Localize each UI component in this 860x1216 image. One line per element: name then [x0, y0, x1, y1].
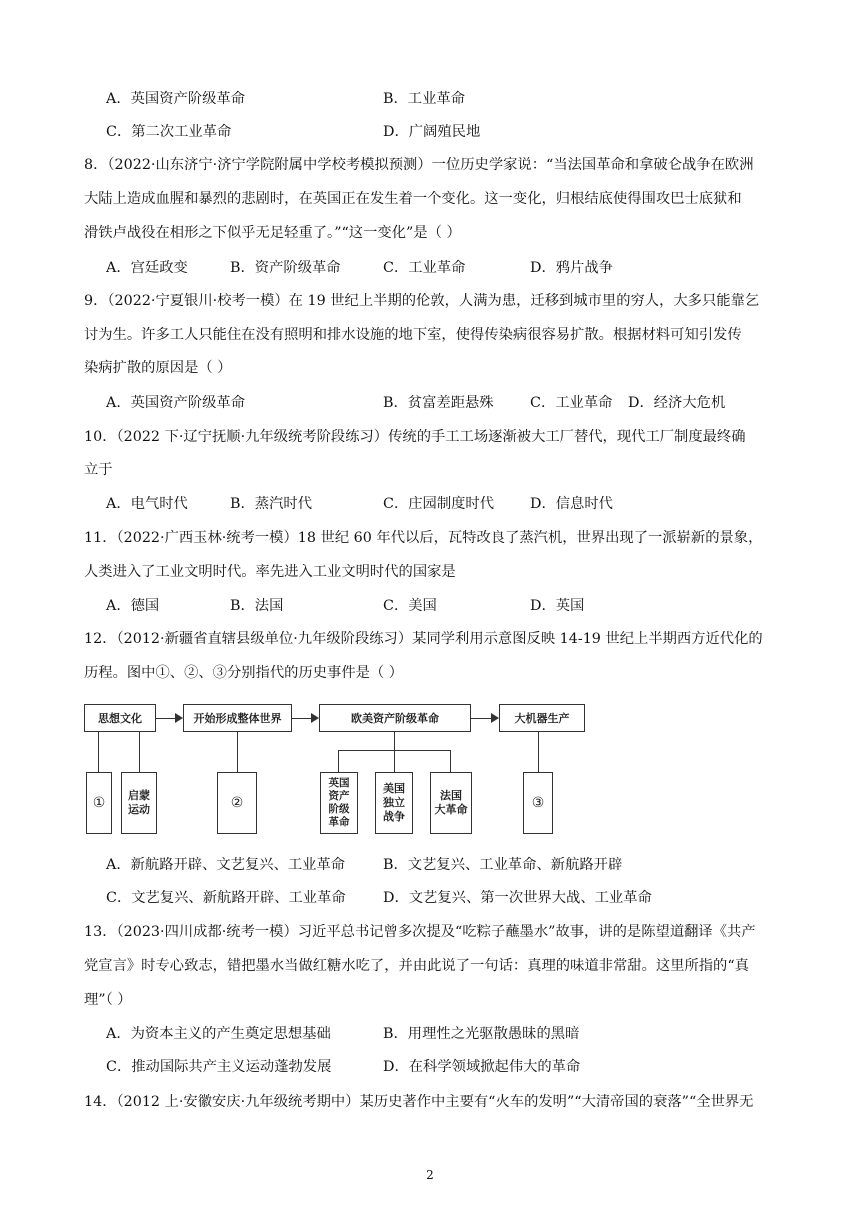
- q10-option-a: A．电气时代: [106, 496, 188, 512]
- q9-line-3: 染病扩散的原因是（ ）: [84, 360, 232, 376]
- q13-option-b: B．用理性之光驱散愚昧的黑暗: [383, 1026, 580, 1042]
- page-number: 2: [426, 1168, 434, 1182]
- q11-option-a: A．德国: [106, 598, 160, 614]
- diagram-arrow-head-2: [311, 713, 319, 723]
- q10-line-2: 立于: [84, 462, 113, 478]
- diagram-box-bourgeois-revolutions: 欧美资产阶级革命: [319, 704, 471, 732]
- q7-option-a: A．英国资产阶级革命: [106, 91, 245, 107]
- diagram-arrow-head-3: [491, 713, 499, 723]
- q8-option-a: A．宫廷政变: [106, 260, 188, 276]
- q7-option-d: D．广阔殖民地: [383, 124, 481, 140]
- q8-line-2: 大陆上造成血腥和暴烈的悲剧时，在英国正在发生着一个变化。这一变化，归根结底使得围攻巴士底狱和: [84, 191, 742, 207]
- q9-option-c: C．工业革命: [530, 395, 613, 411]
- q13-option-a: A．为资本主义的产生奠定思想基础: [106, 1026, 331, 1042]
- q13-option-d: D．在科学领域掀起伟大的革命: [383, 1059, 581, 1075]
- q10-option-c: C．庄园制度时代: [383, 496, 495, 512]
- q8-option-d: D．鸦片战争: [530, 260, 613, 276]
- q7-option-b: B．工业革命: [383, 91, 465, 107]
- q12-line-2: 历程。图中①、②、③分别指代的历史事件是（ ）: [84, 665, 404, 681]
- q12-option-c: C．文艺复兴、新航路开辟、工业革命: [106, 890, 346, 906]
- q9-line-1: 9．（2022·宁夏银川·校考一模）在 19 世纪上半期的伦敦，人满为患，迁移到城市里的穷人，大多只能靠乞: [84, 293, 760, 309]
- q11-line-1: 11．（2022·广西玉林·统考一模）18 世纪 60 年代以后，瓦特改良了蒸汽机，世界出现了一派崭新的景象，: [84, 530, 763, 546]
- q12-option-a: A．新航路开辟、文艺复兴、工业革命: [106, 857, 346, 873]
- diagram-arrow-line-2: [292, 718, 311, 719]
- q8-option-b: B．资产阶级革命: [230, 260, 341, 276]
- q12-option-d: D．文艺复兴、第一次世界大战、工业革命: [383, 890, 652, 906]
- q9-option-d: D．经济大危机: [628, 395, 726, 411]
- diagram-arrow-line-1: [156, 718, 175, 719]
- diagram-box-french-revolution: 法国 大革命: [430, 772, 472, 834]
- q8-option-c: C．工业革命: [383, 260, 466, 276]
- q12-option-b: B．文艺复兴、工业革命、新航路开辟: [383, 857, 623, 873]
- diagram-box-english-revolution: 英国 资产 阶级 革命: [320, 772, 358, 834]
- q10-option-d: D．信息时代: [530, 496, 613, 512]
- diagram-connector: [237, 732, 238, 772]
- diagram-box-world-integration: 开始形成整体世界: [183, 704, 292, 732]
- diagram-connector: [139, 732, 140, 772]
- q8-line-3: 滑铁卢战役在相形之下似乎无足轻重了。”“这一变化”是（ ）: [84, 225, 461, 241]
- q11-option-b: B．法国: [230, 598, 284, 614]
- diagram-connector: [394, 732, 395, 750]
- diagram-connector: [394, 750, 395, 772]
- q13-line-2: 党宣言》时专心致志，错把墨水当做红糖水吃了，并由此说了一句话：真理的味道非常甜。这里所指的“真: [84, 958, 749, 974]
- diagram-arrow-head-1: [175, 713, 183, 723]
- q11-line-2: 人类进入了工业文明时代。率先进入工业文明时代的国家是: [84, 564, 456, 580]
- diagram-arrow-line-3: [471, 718, 491, 719]
- diagram-box-thought-culture: 思想文化: [84, 704, 156, 732]
- diagram-connector: [538, 732, 539, 772]
- diagram-connector: [338, 750, 339, 772]
- diagram-box-enlightenment: 启蒙 运动: [121, 772, 157, 834]
- q13-line-3: 理”（ ）: [84, 992, 132, 1008]
- q10-option-b: B．蒸汽时代: [230, 496, 312, 512]
- diagram-box-machine-production: 大机器生产: [499, 704, 585, 732]
- q11-option-d: D．英国: [530, 598, 585, 614]
- q13-option-c: C．推动国际共产主义运动蓬勃发展: [106, 1059, 332, 1075]
- q11-option-c: C．美国: [383, 598, 437, 614]
- q9-option-a: A．英国资产阶级革命: [106, 395, 245, 411]
- diagram-blank-3: ③: [523, 772, 553, 834]
- diagram-blank-1: ①: [86, 772, 112, 834]
- q9-option-b: B．贫富差距悬殊: [383, 395, 494, 411]
- q14-line-1: 14．（2012 上·安徽安庆·九年级统考期中）某历史著作中主要有“火车的发明”“大清帝国的衰落”“全世界无: [84, 1094, 754, 1110]
- diagram-connector: [98, 732, 99, 772]
- q12-line-1: 12．（2012·新疆省直辖县级单位·九年级阶段练习）某同学利用示意图反映 14-19 世纪上半期西方近代化的: [84, 631, 763, 647]
- q7-option-c: C．第二次工业革命: [106, 124, 232, 140]
- diagram-connector: [450, 750, 451, 772]
- q9-line-2: 讨为生。许多工人只能住在没有照明和排水设施的地下室，使得传染病很容易扩散。根据材料可知引发传: [84, 327, 742, 343]
- q13-line-1: 13．（2023·四川成都·统考一模）习近平总书记曾多次提及“吃粽子蘸墨水”故事，讲的是陈望道翻译《共产: [84, 924, 756, 940]
- diagram-blank-2: ②: [217, 772, 257, 834]
- diagram-box-american-independence: 美国 独立 战争: [375, 772, 413, 834]
- q8-line-1: 8．（2022·山东济宁·济宁学院附属中学校考模拟预测）一位历史学家说：“当法国革命和拿破仑战争在欧洲: [84, 157, 754, 173]
- q10-line-1: 10．（2022 下·辽宁抚顺·九年级统考阶段练习）传统的手工工场逐渐被大工厂替代，现代工厂制度最终确: [84, 429, 746, 445]
